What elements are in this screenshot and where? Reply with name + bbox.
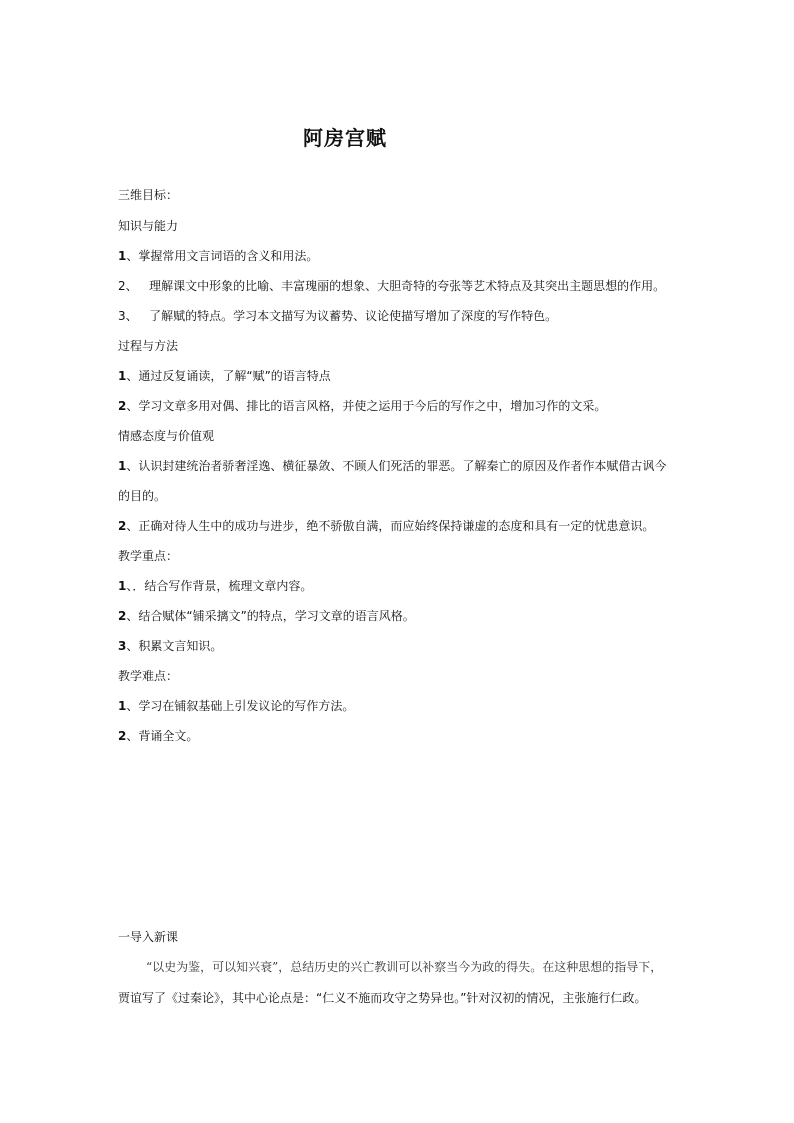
- item-text: 、积累文言知识。: [126, 639, 223, 653]
- item-number: 1: [118, 249, 127, 263]
- item-text: 了解赋的特点。学习本文描写为议蓄势、议论使描写增加了深度的写作特色。: [149, 309, 558, 323]
- key-point-item-3: [118, 638, 222, 654]
- item-text: 、通过反复诵读，了解“赋”的语言特点: [126, 369, 331, 383]
- process-heading: 过程与方法: [118, 339, 179, 353]
- item-text: 理解课文中形象的比喻、丰富瑰丽的想象、大胆奇特的夸张等艺术特点及其突出主题思想的作用。: [149, 279, 666, 293]
- item-number: 1: [118, 459, 127, 473]
- item-number: 3: [118, 639, 127, 653]
- item-text: 、认识封建统治者骄奢淫逸、横征暴敛、不顾人们死活的罪恶。了解秦亡的原因及作者作本赋借古讽今: [126, 459, 667, 473]
- process-item-2: [118, 398, 606, 414]
- item-number: 1: [118, 369, 127, 383]
- item-text: 、掌握常用文言词语的含义和用法。: [126, 249, 319, 263]
- difficulties-heading: 教学难点：: [118, 669, 179, 683]
- item-number: 3、: [118, 309, 138, 323]
- emotion-item-1-continuation: 的目的。: [118, 489, 167, 503]
- item-number: 2、: [118, 279, 138, 293]
- key-point-item-1: [118, 578, 312, 594]
- knowledge-item-2: [118, 278, 665, 294]
- key-points-heading: 教学重点：: [118, 549, 179, 563]
- item-number: 1: [118, 699, 127, 713]
- item-number: 2: [118, 399, 127, 413]
- intro-paragraph-line-1: “以史为鉴，可以知兴衰”，总结历史的兴亡教训可以补察当今为政的得失。在这种思想的指导下，: [146, 960, 663, 974]
- page-title: 阿房宫赋: [303, 126, 387, 150]
- knowledge-item-1: [118, 248, 318, 264]
- emotion-heading: 情感态度与价值观: [118, 429, 215, 443]
- key-point-item-2: [118, 608, 415, 624]
- item-text: 、正确对待人生中的成功与进步，绝不骄傲自满，而应始终保持谦虚的态度和具有一定的忧患意识。: [126, 519, 655, 533]
- emotion-item-2: [118, 518, 654, 534]
- difficulty-item-2: [118, 728, 198, 744]
- intro-heading: 一导入新课: [118, 930, 179, 944]
- difficulty-item-1: [118, 698, 354, 714]
- intro-paragraph-line-2: 贾谊写了《过秦论》，其中心论点是：“仁义不施而攻守之势异也。”针对汉初的情况，主张施行仁政。: [118, 991, 647, 1005]
- item-number: 2: [118, 729, 127, 743]
- item-number: 1: [118, 579, 127, 593]
- knowledge-heading: 知识与能力: [118, 219, 179, 233]
- item-text: 、结合赋体“铺采摛文”的特点，学习文章的语言风格。: [126, 609, 415, 623]
- item-text: 、学习文章多用对偶、排比的语言风格，并使之运用于今后的写作之中，增加习作的文采。: [126, 399, 607, 413]
- item-text: 、学习在铺叙基础上引发议论的写作方法。: [126, 699, 355, 713]
- process-item-1: [118, 368, 331, 384]
- item-number: 2: [118, 519, 127, 533]
- item-text: 、背诵全文。: [126, 729, 199, 743]
- emotion-item-1: [118, 458, 666, 474]
- item-number: 2: [118, 609, 127, 623]
- knowledge-item-3: [118, 308, 557, 324]
- objectives-heading: 三维目标：: [118, 188, 179, 202]
- item-text: 、．结合写作背景，梳理文章内容。: [126, 579, 313, 593]
